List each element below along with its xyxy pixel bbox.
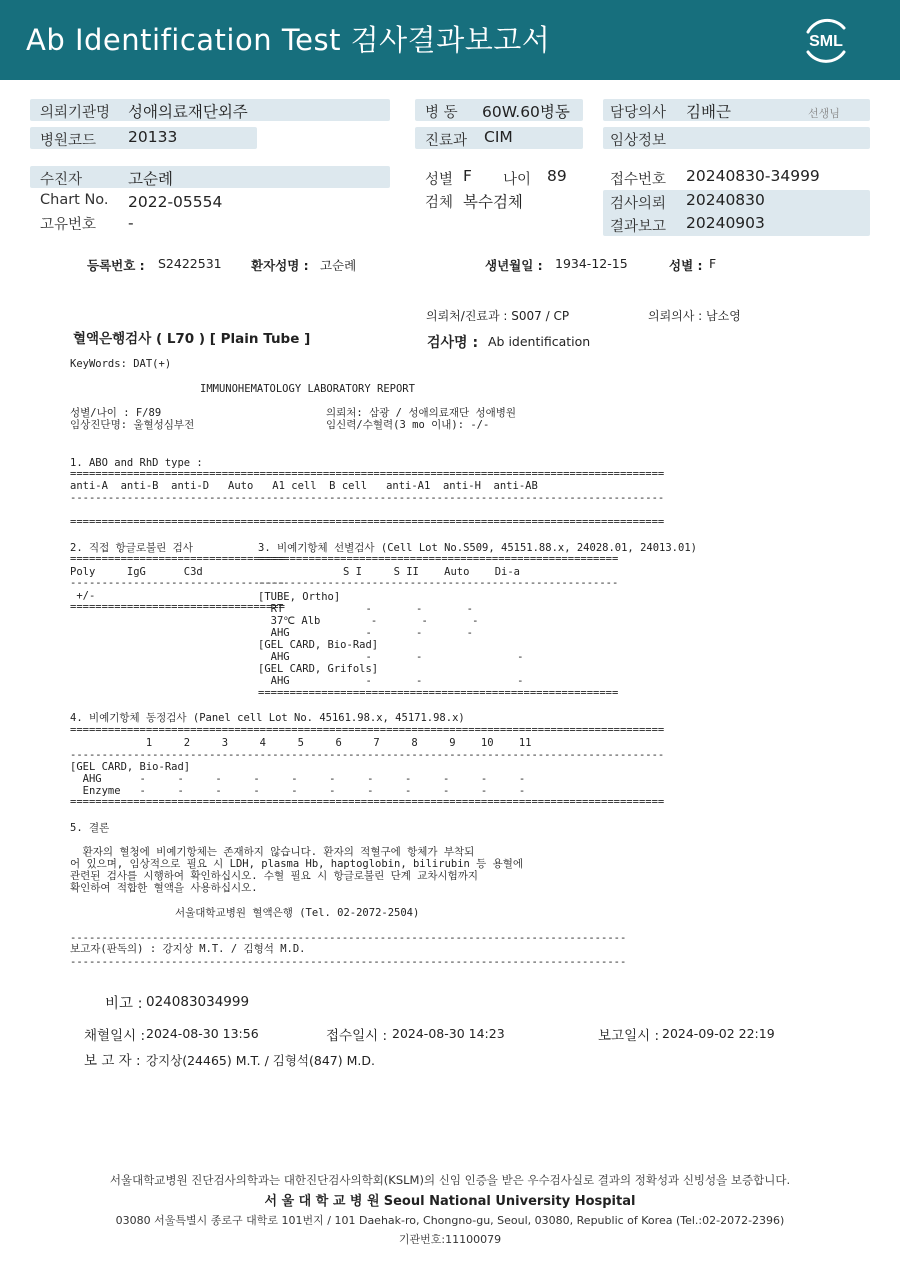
reg-no-label: 등록번호 :: [87, 258, 145, 273]
conclusion-title: 5. 결론: [70, 822, 110, 834]
panel-header: 1 2 3 4 5 6 7 8 9 10 11: [70, 737, 532, 749]
conclusion-line: 환자의 혈청에 비예기항체는 존재하지 않습니다. 환자의 적혈구에 항체가 부착되: [70, 846, 475, 858]
clinical-info-label: 임상정보: [610, 133, 667, 149]
age-label: 나이: [503, 172, 532, 188]
collected-value: 2024-08-30 13:56: [146, 1026, 259, 1041]
institution-label: 의뢰기관명: [40, 105, 111, 121]
dept-line: 의뢰처/진료과 : S007 / CP: [426, 309, 570, 323]
department-value: CIM: [484, 128, 513, 146]
separator-single: ----------------------------------------------------------------------------------------: [70, 932, 627, 944]
reporter-line: 보고자(판독의) : 강지상 M.T. / 김형석 M.D.: [70, 943, 306, 955]
separator-double: =========================================================: [258, 687, 619, 699]
separator-double: ==================================: [70, 601, 285, 613]
head-sex-value: F: [709, 256, 717, 271]
separator-double: ==============================================================================================: [70, 796, 665, 808]
screen-row: [TUBE, Ortho]: [258, 591, 341, 603]
hospital-name-en: Seoul National University Hospital: [383, 1194, 636, 1209]
reported-label: 보고일시 :: [598, 1028, 660, 1044]
dob-value: 1934-12-15: [555, 256, 628, 271]
screen-row: RT - - -: [258, 603, 473, 615]
chart-no-value: 2022-05554: [128, 193, 223, 211]
patient-name-value: 고순례: [320, 258, 357, 273]
received-label: 접수일시 :: [326, 1028, 388, 1044]
specimen-value: 복수검체: [463, 193, 523, 211]
separator-double: ==============================================================================================: [70, 516, 665, 528]
certification-text: 서울대학교병원 진단검사의학과는 대한진단검사의학회(KSLM)의 신임 인증을 받은 우수검사실로 결과의 정확성과 신빙성을 보증합니다.: [109, 1173, 791, 1187]
receipt-no-label: 접수번호: [610, 172, 667, 188]
dat-title: 2. 직접 항글로불린 검사: [70, 542, 193, 554]
conclusion-line: 관련된 검사를 시행하여 확인하십시오. 수혈 필요 시 항글로불린 단계 교차시험까지: [70, 870, 479, 882]
separator-single: ----------------------------------: [70, 577, 285, 589]
head-sex-label: 성별 :: [669, 258, 703, 273]
sml-logo: [800, 14, 852, 66]
info-bar-patient: [30, 166, 390, 188]
test-name-value: Ab identification: [488, 334, 591, 349]
test-group: 혈액은행검사 ( L70 ) [ Plain Tube ]: [73, 331, 311, 347]
specimen-label: 검체: [425, 195, 454, 211]
doctor-label: 담당의사: [610, 105, 667, 121]
lab-report-title: IMMUNOHEMATOLOGY LABORATORY REPORT: [200, 383, 415, 395]
abo-header: anti-A anti-B anti-D Auto A1 cell B cell anti-A1 anti-H anti-AB: [70, 480, 538, 492]
hospital-code-value: 20133: [128, 128, 178, 146]
dat-header: Poly IgG C3d: [70, 566, 203, 578]
sex-value: F: [463, 167, 472, 185]
report-title: Ab Identification Test 검사결과보고서: [26, 23, 551, 57]
separator-single: ----------------------------------------------------------------------------------------: [70, 956, 627, 968]
screen-row: AHG - - -: [258, 627, 473, 639]
screen-header: S I S II Auto Di-a: [343, 566, 521, 578]
pregnancy-line: 임신력/수혈력(3 mo 이내): -/-: [326, 419, 490, 431]
blood-bank-line: 서울대학교병원 혈액은행 (Tel. 02-2072-2504): [175, 907, 420, 919]
separator-single: ---------------------------------------------------------: [258, 577, 619, 589]
patient-name-label: 환자성명 :: [251, 258, 309, 273]
screen-row: AHG - - -: [258, 675, 524, 687]
ward-value: 60W.60병동: [482, 103, 570, 121]
referral-line: 의뢰처: 삼광 / 성애의료재단 성애병원: [326, 407, 517, 419]
screen-row: [GEL CARD, Grifols]: [258, 663, 379, 675]
receipt-no-value: 20240830-34999: [686, 167, 820, 185]
screen-title: 3. 비예기항체 선별검사 (Cell Lot No.S509, 45151.88.x, 24028.01, 24013.01): [258, 542, 697, 554]
hospital-code-label: 병원코드: [40, 133, 97, 149]
department-label: 진료과: [425, 133, 468, 149]
patient-label: 수진자: [40, 172, 83, 188]
unique-no-label: 고유번호: [40, 217, 97, 233]
separator-single: ----------------------------------------------------------------------------------------------: [70, 749, 665, 761]
panel-row: [GEL CARD, Bio-Rad]: [70, 761, 191, 773]
hospital-address: 03080 서울특별시 종로구 대학로 101번지 / 101 Daehak-ro, Chongno-gu, Seoul, 03080, Republic of Korea (Tel.:02-2072-2396): [115, 1214, 785, 1227]
age-value: 89: [547, 167, 567, 185]
screen-row: 37℃ Alb - - -: [258, 615, 479, 627]
reg-no-value: S2422531: [158, 256, 222, 271]
test-request-value: 20240830: [686, 191, 765, 209]
test-name-label: 검사명 :: [427, 335, 479, 351]
doctor-suffix: 선생님: [808, 107, 840, 120]
org-number: 기관번호:11100079: [398, 1233, 502, 1246]
screen-row: AHG - - -: [258, 651, 524, 663]
separator-double: =========================================================: [258, 553, 619, 565]
dat-result: +/-: [70, 590, 96, 602]
result-report-label: 결과보고: [610, 219, 667, 235]
logo-text: SML: [809, 33, 843, 50]
doctor-value: 김배근: [686, 103, 731, 121]
reporter-label: 보 고 자 :: [84, 1053, 141, 1069]
remarks-label: 비고 :: [105, 996, 143, 1012]
panel-row: AHG - - - - - - - - - - -: [70, 773, 526, 785]
collected-label: 채혈일시 :: [84, 1028, 146, 1044]
doctor-line: 의뢰의사 : 남소영: [648, 309, 741, 323]
separator-double: ==============================================================================================: [70, 724, 665, 736]
diagnosis-line: 임상진단명: 울혈성심부전: [70, 419, 195, 431]
hospital-name: [0, 1190, 900, 1209]
received-value: 2024-08-30 14:23: [392, 1026, 505, 1041]
separator-double: ==============================================================================================: [70, 468, 665, 480]
conclusion-line: 어 있으며, 임상적으로 필요 시 LDH, plasma Hb, haptoglobin, bilirubin 등 용혈에: [70, 858, 524, 870]
unique-no-value: -: [128, 214, 134, 232]
test-request-label: 검사의뢰: [610, 196, 667, 212]
sex-label: 성별: [425, 172, 454, 188]
panel-row: Enzyme - - - - - - - - - - -: [70, 785, 526, 797]
screen-row: [GEL CARD, Bio-Rad]: [258, 639, 379, 651]
remarks-value: 024083034999: [146, 994, 250, 1010]
reporter-value: 강지상(24465) M.T. / 김형석(847) M.D.: [146, 1053, 375, 1068]
patient-value: 고순례: [128, 170, 173, 188]
abo-title: 1. ABO and RhD type :: [70, 457, 203, 469]
reported-value: 2024-09-02 22:19: [662, 1026, 775, 1041]
ward-label: 병 동: [425, 105, 458, 121]
conclusion-line: 확인하여 적합한 혈액을 사용하십시오.: [70, 882, 258, 894]
hospital-name-ko: 서 울 대 학 교 병 원: [264, 1194, 380, 1209]
keywords: KeyWords: DAT(+): [70, 358, 172, 370]
panel-title: 4. 비예기항체 동정검사 (Panel cell Lot No. 45161.98.x, 45171.98.x): [70, 712, 465, 724]
chart-no-label: Chart No.: [40, 192, 109, 208]
separator-single: ----------------------------------------------------------------------------------------------: [70, 492, 665, 504]
sex-age-line: 성별/나이 : F/89: [70, 407, 162, 419]
dob-label: 생년월일 :: [485, 258, 543, 273]
report-header: [0, 0, 900, 80]
result-report-value: 20240903: [686, 214, 765, 232]
institution-value: 성애의료재단외주: [128, 103, 248, 121]
separator-double: ==================================: [70, 553, 285, 565]
